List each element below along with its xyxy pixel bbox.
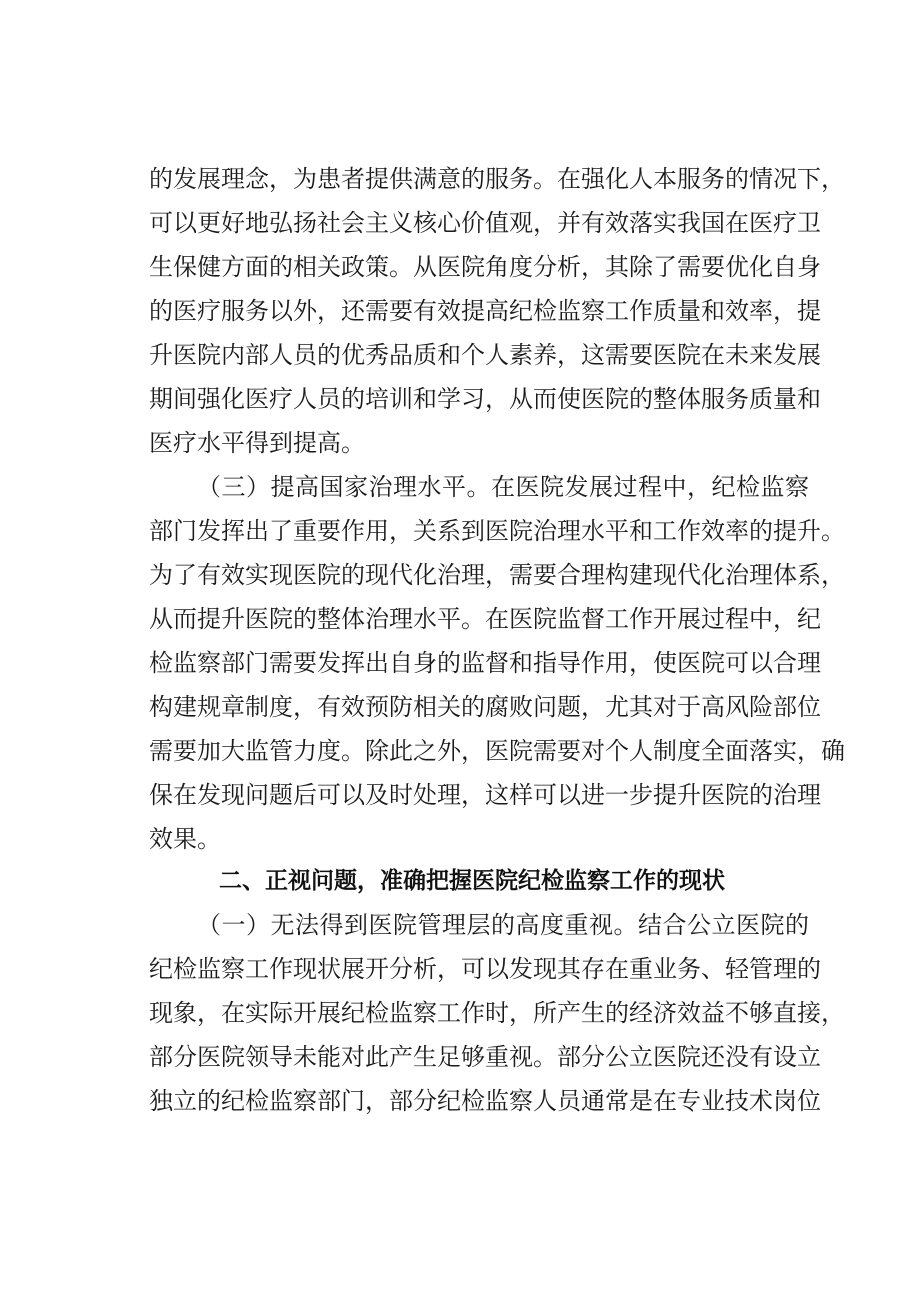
paragraph-line: （一）无法得到医院管理层的高度重视。结合公立医院的: [197, 911, 809, 939]
paragraph-line: 为了有效实现医院的现代化治理，需要合理构建现代化治理体系，: [149, 561, 845, 589]
paragraph-line: （三）提高国家治理水平。在医院发展过程中，纪检监察: [197, 473, 809, 501]
paragraph-line: 生保健方面的相关政策。从医院角度分析，其除了需要优化自身: [149, 253, 821, 281]
section-heading: 二、正视问题，准确把握医院纪检监察工作的现状: [219, 868, 725, 894]
paragraph-line: 保在发现问题后可以及时处理，这样可以进一步提升医院的治理: [149, 781, 821, 809]
paragraph-line: 现象，在实际开展纪检监察工作时，所产生的经济效益不够直接，: [149, 999, 845, 1027]
paragraph-line: 部门发挥出了重要作用，关系到医院治理水平和工作效率的提升。: [149, 517, 845, 545]
paragraph-line: 医疗水平得到提高。: [149, 429, 365, 457]
paragraph-line: 独立的纪检监察部门，部分纪检监察人员通常是在专业技术岗位: [149, 1087, 821, 1115]
paragraph-line: 构建规章制度，有效预防相关的腐败问题，尤其对于高风险部位: [149, 693, 821, 721]
paragraph-line: 部分医院领导未能对此产生足够重视。部分公立医院还没有设立: [149, 1043, 821, 1071]
paragraph-line: 检监察部门需要发挥出自身的监督和指导作用，使医院可以合理: [149, 649, 821, 677]
paragraph-line: 的发展理念，为患者提供满意的服务。在强化人本服务的情况下，: [149, 165, 845, 193]
paragraph-line: 效果。: [149, 825, 221, 853]
paragraph-line: 期间强化医疗人员的培训和学习，从而使医院的整体服务质量和: [149, 385, 821, 413]
paragraph-line: 可以更好地弘扬社会主义核心价值观，并有效落实我国在医疗卫: [149, 209, 821, 237]
paragraph-line: 的医疗服务以外，还需要有效提高纪检监察工作质量和效率，提: [149, 297, 821, 325]
paragraph-line: 从而提升医院的整体治理水平。在医院监督工作开展过程中，纪: [149, 605, 821, 633]
paragraph-line: 纪检监察工作现状展开分析，可以发现其存在重业务、轻管理的: [149, 955, 821, 983]
paragraph-line: 升医院内部人员的优秀品质和个人素养，这需要医院在未来发展: [149, 341, 821, 369]
paragraph-line: 需要加大监管力度。除此之外，医院需要对个人制度全面落实，确: [149, 737, 845, 765]
